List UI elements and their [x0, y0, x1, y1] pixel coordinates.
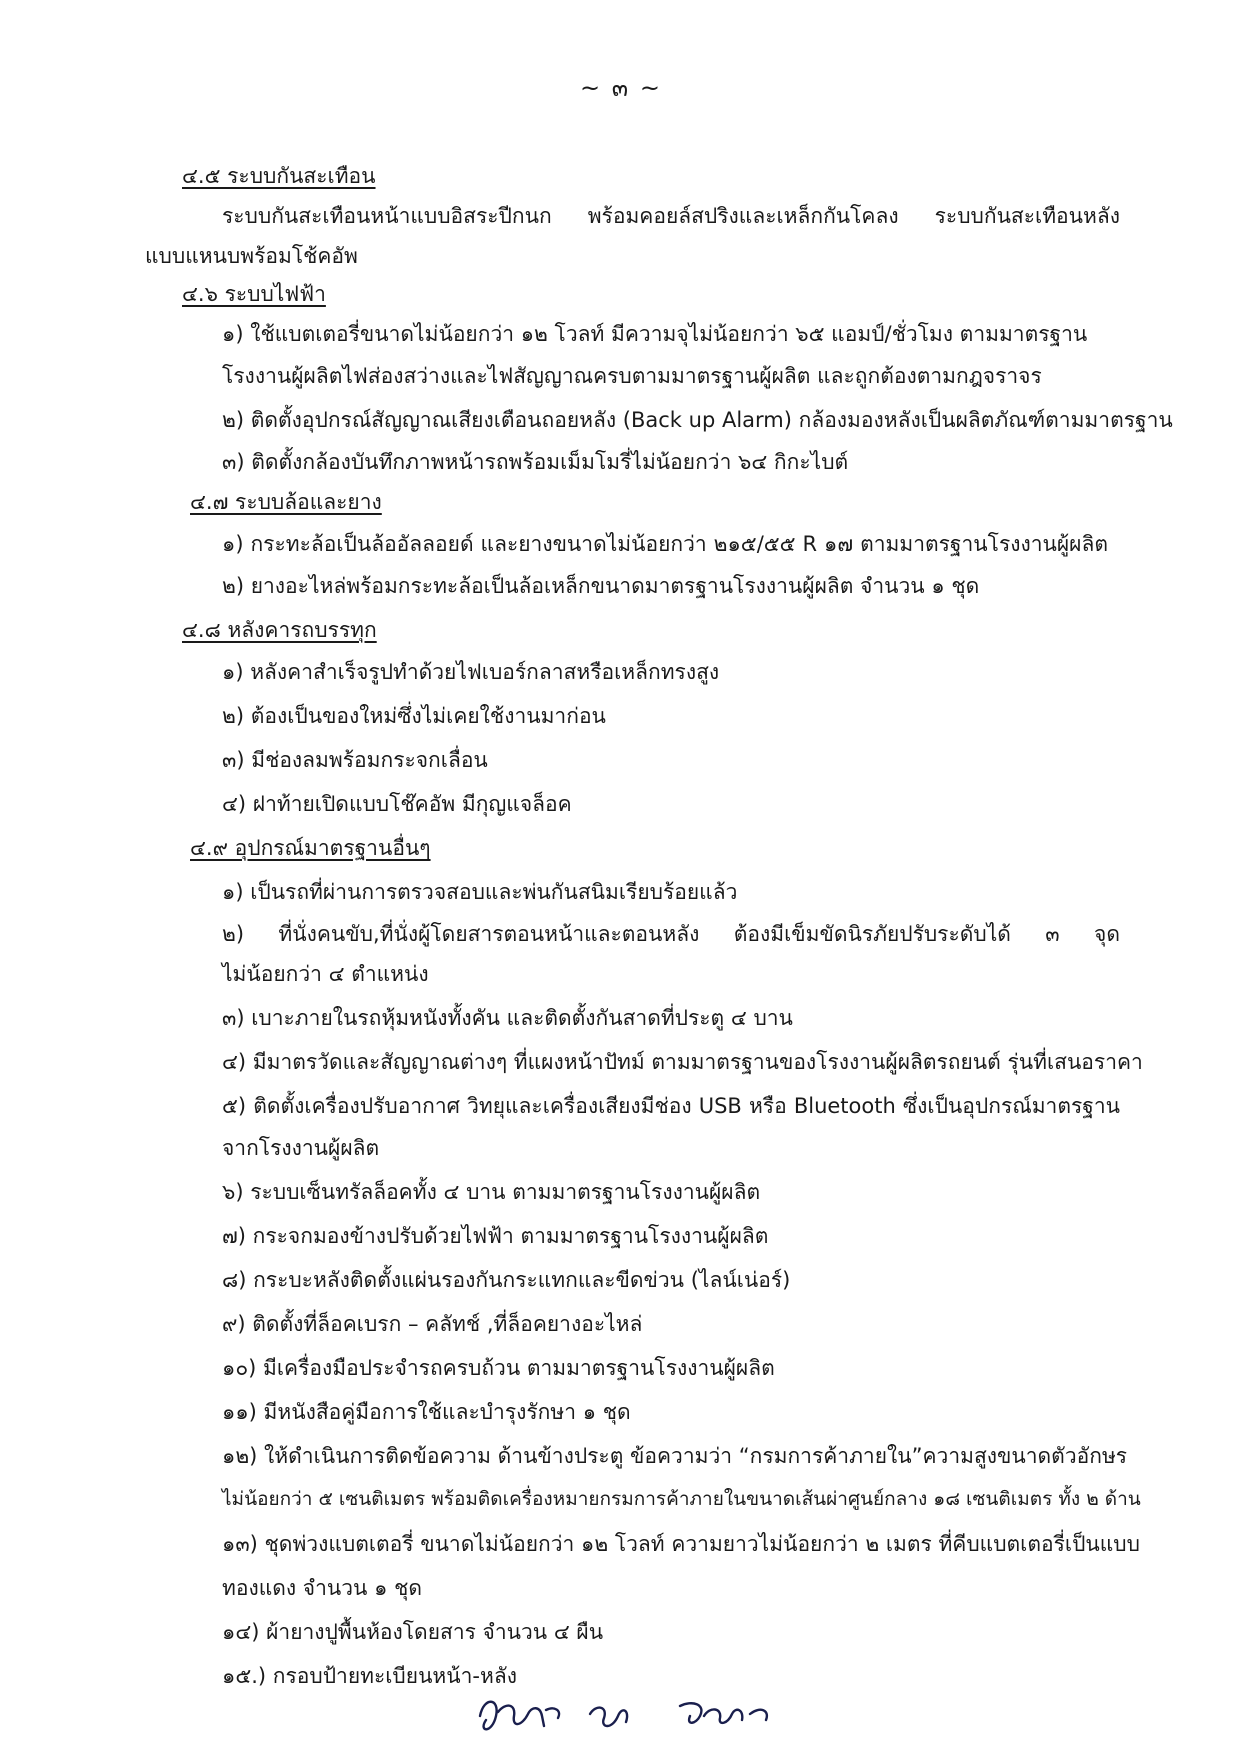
section-4-9-item: ๓) เบาะภายในรถหุ้มหนังทั้งคัน และติดตั้งกันสาดที่ประตู ๔ บาน — [222, 1006, 793, 1030]
section-4-9-item: ไม่น้อยกว่า ๕ เซนติเมตร พร้อมติดเครื่องหมายกรมการค้าภายในขนาดเส้นผ่าศูนย์กลาง ๑๘ เซนติเมตร ทั้ง ๒ ด้าน — [222, 1488, 1141, 1510]
section-4-9-item: ๕) ติดตั้งเครื่องปรับอากาศ วิทยุและเครื่องเสียงมีช่อง USB หรือ Bluetooth ซึ่งเป็นอุปกรณ์มาตรฐาน — [222, 1094, 1120, 1118]
page-number: ~ ๓ ~ — [580, 74, 662, 102]
section-4-6-item: โรงงานผู้ผลิตไฟส่องสว่างและไฟสัญญาณครบตามมาตรฐานผู้ผลิต และถูกต้องตามกฎจราจร — [222, 364, 1042, 388]
section-4-6-item: ๓) ติดตั้งกล้องบันทึกภาพหน้ารถพร้อมเม็มโมรี่ไม่น้อยกว่า ๖๔ กิกะไบต์ — [222, 450, 849, 474]
section-4-9-item: ๑๑) มีหนังสือคู่มือการใช้และบำรุงรักษา ๑ ชุด — [222, 1400, 631, 1424]
section-4-5-line: ระบบกันสะเทือนหน้าแบบอิสระปีกนก พร้อมคอยล์สปริงและเหล็กกันโคลง ระบบกันสะเทือนหลัง — [222, 204, 1120, 228]
section-4-9-item: ๘) กระบะหลังติดตั้งแผ่นรองกันกระแทกและขีดข่วน (ไลน์เน่อร์) — [222, 1268, 791, 1292]
section-4-9-item: ไม่น้อยกว่า ๔ ตำแหน่ง — [222, 962, 429, 986]
section-4-6-item: ๑) ใช้แบตเตอรี่ขนาดไม่น้อยกว่า ๑๒ โวลท์ มีความจุไม่น้อยกว่า ๖๕ แอมป์/ชั่วโมง ตามมาตรฐาน — [222, 322, 1088, 346]
section-heading-4-9: ๔.๙ อุปกรณ์มาตรฐานอื่นๆ — [190, 836, 431, 860]
section-4-9-item: ๙) ติดตั้งที่ล็อคเบรก – คลัทช์ ,ที่ล็อคยางอะไหล่ — [222, 1312, 643, 1336]
section-4-9-item: ๑๕.) กรอบป้ายทะเบียนหน้า-หลัง — [222, 1664, 517, 1688]
section-4-9-item: ๑๐) มีเครื่องมือประจำรถครบถ้วน ตามมาตรฐานโรงงานผู้ผลิต — [222, 1356, 775, 1380]
section-4-9-item: ทองแดง จำนวน ๑ ชุด — [222, 1576, 422, 1600]
section-4-8-item: ๒) ต้องเป็นของใหม่ซึ่งไม่เคยใช้งานมาก่อน — [222, 704, 606, 728]
section-4-8-item: ๓) มีช่องลมพร้อมกระจกเลื่อน — [222, 748, 488, 772]
section-4-9-item: ๑๒) ให้ดำเนินการติดข้อความ ด้านข้างประตู ข้อความว่า “กรมการค้าภายใน”ความสูงขนาดตัวอักษร — [222, 1444, 1128, 1468]
section-4-9-item: ๑๓) ชุดพ่วงแบตเตอรี่ ขนาดไม่น้อยกว่า ๑๒ โวลท์ ความยาวไม่น้อยกว่า ๒ เมตร ที่คีบแบตเตอรี่เป็นแบบ — [222, 1532, 1140, 1556]
section-4-9-item: ๖) ระบบเซ็นทรัลล็อคทั้ง ๔ บาน ตามมาตรฐานโรงงานผู้ผลิต — [222, 1180, 761, 1204]
section-4-9-item: จากโรงงานผู้ผลิต — [222, 1136, 380, 1160]
section-4-8-item: ๑) หลังคาสำเร็จรูปทำด้วยไฟเบอร์กลาสหรือเหล็กทรงสูง — [222, 660, 720, 684]
section-heading-4-8: ๔.๘ หลังคารถบรรทุก — [182, 618, 377, 642]
section-4-9-item: ๗) กระจกมองข้างปรับด้วยไฟฟ้า ตามมาตรฐานโรงงานผู้ผลิต — [222, 1224, 769, 1248]
section-4-9-item: ๔) มีมาตรวัดและสัญญาณต่างๆ ที่แผงหน้าปัทม์ ตามมาตรฐานของโรงงานผู้ผลิตรถยนต์ รุ่นที่เสนอราคา — [222, 1050, 1143, 1074]
section-heading-4-7: ๔.๗ ระบบล้อและยาง — [190, 490, 382, 514]
section-4-9-item: ๑๔) ผ้ายางปูพื้นห้องโดยสาร จำนวน ๔ ผืน — [222, 1620, 604, 1644]
section-4-9-item: ๒) ที่นั่งคนขับ,ที่นั่งผู้โดยสารตอนหน้าและตอนหลัง ต้องมีเข็มขัดนิรภัยปรับระดับได้ ๓ จุด — [222, 922, 1120, 946]
section-4-5-line: แบบแหนบพร้อมโช้คอัพ — [145, 244, 358, 268]
section-heading-4-6: ๔.๖ ระบบไฟฟ้า — [182, 282, 326, 306]
section-4-9-item: ๑) เป็นรถที่ผ่านการตรวจสอบและพ่นกันสนิมเรียบร้อยแล้ว — [222, 880, 738, 904]
section-4-7-item: ๑) กระทะล้อเป็นล้ออัลลอยด์ และยางขนาดไม่น้อยกว่า ๒๑๕/๕๕ R ๑๗ ตามมาตรฐานโรงงานผู้ผลิต — [222, 532, 1108, 556]
handwritten-signature — [470, 1676, 830, 1746]
section-heading-4-5: ๔.๕ ระบบกันสะเทือน — [182, 164, 376, 188]
section-4-6-item: ๒) ติดตั้งอุปกรณ์สัญญาณเสียงเตือนถอยหลัง (Back up Alarm) กล้องมองหลังเป็นผลิตภัณฑ์ตามมาตรฐาน — [222, 408, 1173, 432]
section-4-7-item: ๒) ยางอะไหล่พร้อมกระทะล้อเป็นล้อเหล็กขนาดมาตรฐานโรงงานผู้ผลิต จำนวน ๑ ชุด — [222, 574, 980, 598]
section-4-8-item: ๔) ฝาท้ายเปิดแบบโช๊คอัพ มีกุญแจล็อค — [222, 792, 572, 816]
